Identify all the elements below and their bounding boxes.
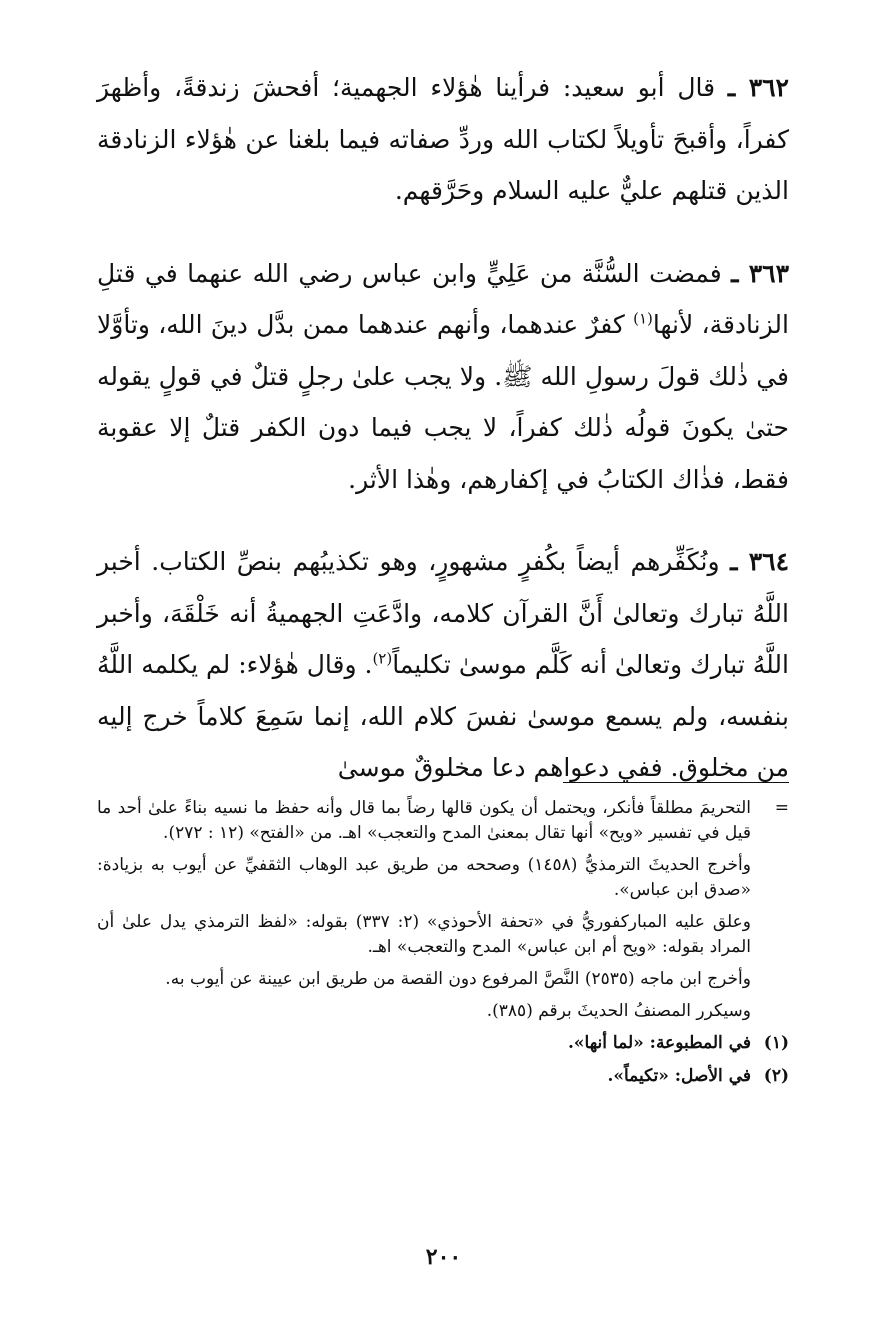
footnote-text: وأخرج ابن ماجه (٢٥٣٥) النَّصَّ المرفوع دون القصة من طريق ابن عيينة عن أيوب به. <box>165 969 751 989</box>
footnote-reference: (١) <box>633 309 653 328</box>
paragraph-text: كفرٌ عندهما، وأنهم عندهما ممن بدَّل دينَ الله، وتأوَّلا في ذٰلك قولَ رسولِ الله ﷺ. ولا يجب علىٰ رجلٍ قتلٌ في قولٍ يقوله حتىٰ يكونَ قولُه ذٰلك كفراً، لا يجب فيما دون الكفر قتلٌ إلا عقوبة فقط، فذٰاك الكتابُ في إكفارهم، وهٰذا الأثر. <box>97 310 789 494</box>
paragraph-363 <box>97 248 789 506</box>
paragraph-number: ٣٦٢ ـ <box>727 73 789 102</box>
paragraph-number: ٣٦٤ ـ <box>730 547 790 576</box>
continuation-marker: = <box>774 798 789 818</box>
footnote-paragraph <box>97 999 789 1024</box>
paragraph-text: . وقال هٰؤلاء: لم يكلمه اللَّهُ بنفسه، ولم يسمع موسىٰ نفسَ كلام الله، إنما سَمِعَ كلاماً خرج إليه من مخلوق. ففي دعواهم دعا مخلوقٌ موسىٰ <box>97 650 789 782</box>
paragraph-362 <box>97 62 789 217</box>
footnote-text: في الأصل: «تكيماً». <box>607 1066 751 1086</box>
footnote-text: في المطبوعة: «لما أنها». <box>568 1033 751 1053</box>
footnote-text: وسيكرر المصنفُ الحديثَ برقم (٣٨٥). <box>486 1001 751 1021</box>
footnote-marker: (١) <box>763 1033 789 1053</box>
footnote-separator <box>563 782 789 783</box>
footnote-text: التحريمَ مطلقاً فأنكر، ويحتمل أن يكون قالها رضاً بما قال وأنه حفظ ما نسيه بناءً علىٰ أحد ما قيل في تفسير «ويح» أنها تقال بمعنىٰ المدح والتعجب» اهـ. من «الفتح» (١٢ : ٢٧٢). <box>97 798 751 843</box>
paragraph-text: ونُكَفِّرهم أيضاً بكُفرٍ مشهورٍ، وهو تكذيبُهم بنصِّ الكتاب. أخبر اللَّهُ تبارك وتعالىٰ أَنَّ القرآن كلامه، وادَّعَتِ الجهميةُ أنه خَلْقَهَ، وأخبر اللَّهُ تبارك وتعالىٰ أنه كَلَّم موسىٰ تكليماً <box>97 547 789 679</box>
paragraph-364 <box>97 536 789 794</box>
footnote-2 <box>97 1064 789 1089</box>
footnote-paragraph <box>97 967 789 992</box>
footnote-text: وعلق عليه المباركفوريُّ في «تحفة الأحوذي» (٢: ٣٣٧) بقوله: «لفظ الترمذي يدل علىٰ أن المراد بقوله: «ويح أم ابن عباس» المدح والتعجب» اهـ. <box>97 912 751 957</box>
paragraph-number: ٣٦٣ ـ <box>731 258 790 288</box>
footnote-reference: (٢) <box>372 649 393 668</box>
footnote-text: وأخرج الحديثَ الترمذيُّ (١٤٥٨) وصححه من طريق عبد الوهاب الثقفيِّ عن أيوب به بزيادة: «صدق ابن عباس». <box>97 855 751 900</box>
footnote-continuation <box>97 796 789 846</box>
footnote-paragraph <box>97 910 789 960</box>
main-text <box>97 62 789 794</box>
paragraph-text: فمضت السُّنَّة من عَلِيٍّ وابن عباس رضي الله عنهما في قتلِ الزنادقة، لأنها <box>97 258 789 339</box>
footnote-marker: (٢) <box>763 1066 789 1086</box>
footnotes <box>97 796 789 1097</box>
paragraph-text: قال أبو سعيد: فرأينا هٰؤلاء الجهمية؛ أفحشَ زندقةً، وأظهرَ كفراً، وأقبحَ تأويلاً لكتاب الله وردِّ صفاته فيما بلغنا عن هٰؤلاء الزنادقة الذين قتلهم عليٌّ عليه السلام وحَرَّقهم. <box>97 73 789 205</box>
page-number: ٢٠٠ <box>425 1244 462 1270</box>
footnote-1 <box>97 1031 789 1056</box>
footnote-paragraph <box>97 853 789 903</box>
